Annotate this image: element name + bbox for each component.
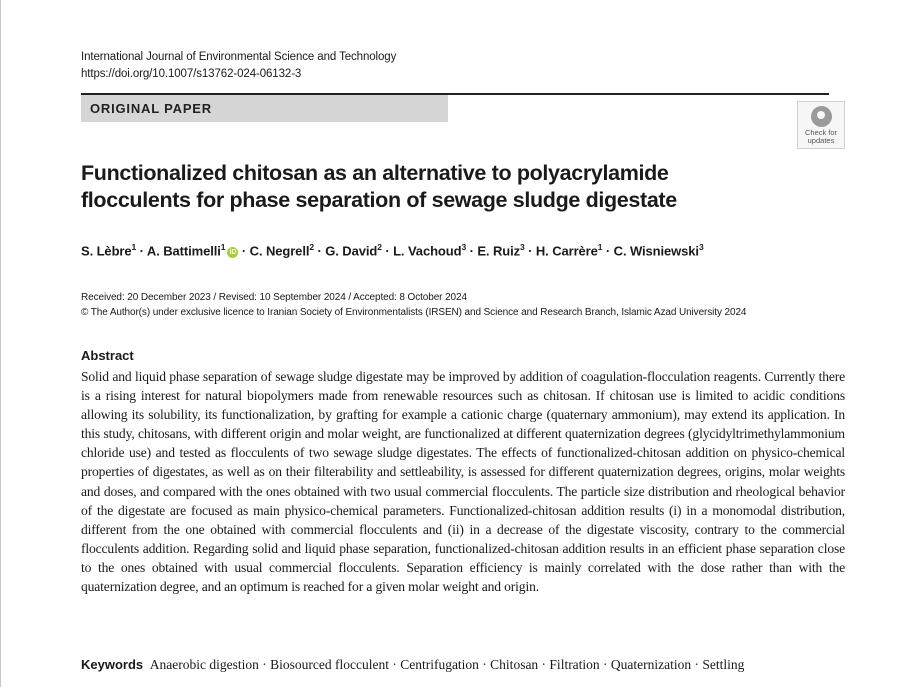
article-dates [81, 290, 746, 320]
page-edge-line [0, 0, 1, 687]
orcid-icon[interactable]: iD [227, 247, 238, 258]
copyright-line: © The Author(s) under exclusive licence to Iranian Society of Environmentalists (IRSEN) and Science and Research Branch, Islamic Azad University 2024 [81, 307, 747, 318]
author-separator: · [381, 243, 394, 259]
keywords-label: Keywords [81, 657, 144, 672]
author-affiliation: 1 [131, 242, 137, 252]
author-name[interactable]: S. Lèbre [81, 243, 132, 259]
abstract-body: Solid and liquid phase separation of sewage sludge digestate may be improved by addition of coagulation-flocculation reagents. Currently there is a rising interest for natural biopolymers made from renewable resources such as chitosan. If chitosan use is limited to acidic conditions allowing its solubility, its functionalization, by grafting for example a cationic charge (quaternary ammonium), may extend its application. In this study, chitosans, with different origin and molar weight, are functionalized at different quaternization degrees (glycidyltrimethylammonium chloride use) and tested as flocculents of two sewage sludge digestates. The effects of functionalized-chitosan addition on physico-chemical properties of digestates, as well as on their filterability and settleability, is assessed for different quaternization degrees, origins, molar weights and doses, and compared with the ones obtained with two usual commercial flocculents. The particle size distribution and rheological behavior of the digestate are focused as main physico-chemical parameters. Functionalized-chitosan addition results (i) in a monomodal distribution, different from the one obtained with commercial flocculents and (ii) in a decrease of the digestate viscosity, contrary to the commercial flocculents addition. Regarding solid and liquid phase separation, functionalized-chitosan addition results in an efficient phase separation close to the ones obtained with usual commercial flocculents. Separation efficiency is mainly correlated with the dose rather than with the quaternization degree, and an optimum is reached for a given molar weight and origin. [81, 369, 845, 595]
title-line-2: flocculents for phase separation of sewage sludge digestate [81, 188, 677, 212]
journal-name: International Journal of Environmental Science and Technology [81, 51, 397, 63]
author-separator: · [238, 243, 250, 259]
title-line-1: Functionalized chitosan as an alternative to polyacrylamide [81, 161, 669, 185]
author-affiliation: 2 [377, 242, 382, 252]
author-affiliation: 2 [309, 242, 314, 252]
author-separator: · [466, 243, 478, 259]
author-name[interactable]: G. David [325, 243, 378, 259]
journal-info [81, 49, 396, 83]
author-name[interactable]: L. Vachoud [393, 243, 462, 259]
keywords-line [81, 657, 744, 673]
author-separator: · [602, 243, 614, 259]
author-list [81, 242, 704, 258]
author-name[interactable]: H. Carrère [535, 243, 598, 259]
article-type-badge [81, 95, 448, 122]
author-name[interactable]: C. Negrell [249, 243, 310, 259]
author-affiliation: 3 [698, 242, 704, 252]
doi-link[interactable]: https://doi.org/10.1007/s13762-024-06132-3 [81, 68, 302, 80]
author-affiliation: 1 [597, 242, 603, 252]
check-updates-line1: Check for [804, 128, 838, 137]
author-separator: · [313, 243, 326, 259]
check-updates-line2: updates [807, 136, 835, 145]
author-name[interactable]: E. Ruiz [477, 243, 520, 259]
author-affiliation: 1 [220, 242, 226, 252]
author-affiliation: 3 [461, 242, 467, 252]
received-dates: Received: 20 December 2023 / Revised: 10 September 2024 / Accepted: 8 October 2024 [81, 292, 467, 303]
author-separator: · [524, 243, 536, 259]
check-updates-icon [811, 106, 832, 127]
author-name[interactable]: A. Battimelli [146, 243, 221, 259]
keywords-list: Anaerobic digestion · Biosourced flocculent · Centrifugation · Chitosan · Filtration · Quaternization · Settling [149, 657, 745, 672]
check-for-updates-button[interactable] [797, 101, 845, 149]
author-separator: · [136, 243, 147, 259]
abstract-heading: Abstract [81, 348, 134, 363]
article-title [81, 160, 677, 214]
article-type-label: ORIGINAL PAPER [90, 101, 212, 116]
author-affiliation: 3 [519, 242, 525, 252]
author-name[interactable]: C. Wisniewski [613, 243, 699, 259]
